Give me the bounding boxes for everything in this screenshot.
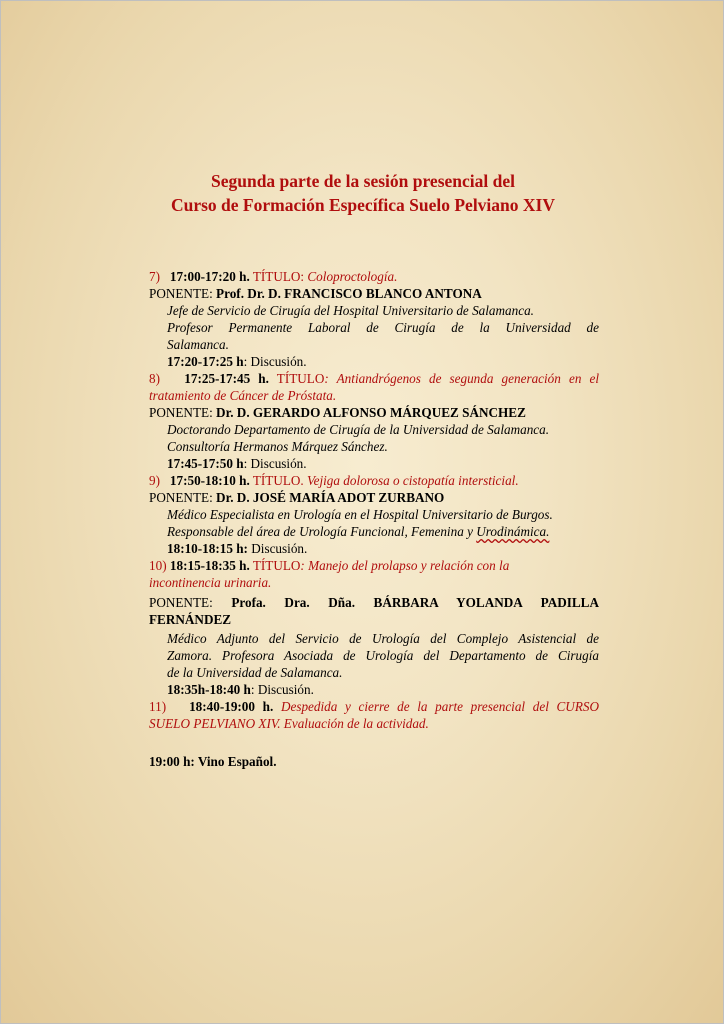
affiliation-text: Responsable del área de Urología Funcional, Femenina y — [167, 524, 477, 539]
affiliation-line: Doctorando Departamento de Cirugía de la Universidad de Salamanca. — [167, 422, 550, 437]
discussion-text: : Discusión. — [250, 682, 314, 697]
session-time: 17:00-17:20 h. — [169, 269, 250, 284]
spellcheck-word: Urodinámica. — [476, 524, 550, 539]
speaker-name: Dr. D. GERARDO ALFONSO MÁRQUEZ SÁNCHEZ — [216, 405, 526, 420]
affiliation-line: Salamanca. — [167, 337, 229, 352]
spacer — [149, 732, 599, 749]
affiliation-line: de la Universidad de Salamanca. — [167, 665, 343, 680]
discussion-time: 18:35h-18:40 h — [167, 682, 251, 697]
session-title-cont: incontinencia urinaria. — [149, 575, 272, 590]
affiliation-line: Zamora. Profesora Asociada de Urología del Departamento de Cirugía — [167, 648, 599, 663]
titulo-label: TÍTULO — [276, 371, 325, 386]
titulo-label: TÍTULO — [252, 558, 301, 573]
session-9-speaker — [149, 489, 599, 506]
speaker-name: Dr. D. JOSÉ MARÍA ADOT ZURBANO — [216, 490, 445, 505]
session-7-header — [149, 268, 599, 285]
titulo-label: TÍTULO. — [252, 473, 304, 488]
discussion-text: : Discusión. — [243, 354, 307, 369]
program-body — [149, 268, 599, 770]
discussion-line — [149, 455, 599, 472]
discussion-line — [149, 681, 599, 698]
affiliation-line — [149, 523, 599, 540]
page-title — [1, 169, 724, 217]
session-title-cont: tratamiento de Cáncer de Próstata. — [149, 388, 337, 403]
session-title: : Manejo del prolapso y relación con la — [300, 558, 510, 573]
affiliation-line: Jefe de Servicio de Cirugía del Hospital Universitario de Salamanca. — [167, 303, 534, 318]
session-time: 17:25-17:45 h. — [184, 371, 269, 386]
speaker-name: Profa. Dra. Dña. BÁRBARA YOLANDA PADILLA — [231, 595, 599, 610]
affiliation-line: Consultoría Hermanos Márquez Sánchez. — [167, 439, 388, 454]
affiliation-line: Profesor Permanente Laboral de Cirugía de la Universidad de — [167, 320, 599, 335]
session-number: 11) — [149, 699, 167, 714]
session-10-speaker — [149, 594, 599, 611]
session-8-speaker — [149, 404, 599, 421]
discussion-text: : Discusión. — [243, 456, 307, 471]
session-10-header — [149, 557, 599, 574]
session-time: 18:15-18:35 h. — [169, 558, 250, 573]
discussion-line — [149, 353, 599, 370]
discussion-text: Discusión. — [247, 541, 308, 556]
discussion-time: 17:45-17:50 h — [167, 456, 244, 471]
session-8-header — [149, 370, 599, 387]
session-7-speaker — [149, 285, 599, 302]
session-number: 10) — [149, 558, 167, 573]
session-title-cont: SUELO PELVIANO XIV. Evaluación de la actividad. — [149, 716, 429, 731]
affiliation-line: Médico Especialista en Urología en el Hospital Universitario de Burgos. — [167, 507, 553, 522]
ponente-label: PONENTE: — [149, 490, 213, 505]
discussion-time: 17:20-17:25 h — [167, 354, 244, 369]
ponente-label: PONENTE: — [149, 595, 213, 610]
session-title: Vejiga dolorosa o cistopatía intersticial. — [307, 473, 519, 488]
affiliation-line: Médico Adjunto del Servicio de Urología del Complejo Asistencial de — [167, 631, 599, 646]
title-line-2: Curso de Formación Específica Suelo Pelviano XIV — [170, 195, 555, 215]
session-9-header — [149, 472, 599, 489]
session-11-header — [149, 698, 599, 715]
title-line-1: Segunda parte de la sesión presencial del — [210, 171, 515, 191]
discussion-line — [149, 540, 599, 557]
speaker-name: Prof. Dr. D. FRANCISCO BLANCO ANTONA — [216, 286, 482, 301]
session-time: 18:40-19:00 h. — [189, 699, 274, 714]
session-title: Coloproctología. — [307, 269, 398, 284]
discussion-time: 18:10-18:15 h: — [167, 541, 248, 556]
session-number: 9) — [149, 473, 160, 488]
ponente-label: PONENTE: — [149, 405, 213, 420]
session-title: Despedida y cierre de la parte presencial del CURSO — [280, 699, 600, 714]
session-time: 17:50-18:10 h. — [169, 473, 250, 488]
titulo-label: TÍTULO: — [252, 269, 305, 284]
session-number: 7) — [149, 269, 160, 284]
session-number: 8) — [149, 371, 160, 386]
session-title: : Antiandrógenos de segunda generación en el — [324, 371, 600, 386]
ponente-label: PONENTE: — [149, 286, 213, 301]
closing-line: 19:00 h: Vino Español. — [149, 754, 277, 769]
speaker-name-cont: FERNÁNDEZ — [149, 612, 232, 627]
